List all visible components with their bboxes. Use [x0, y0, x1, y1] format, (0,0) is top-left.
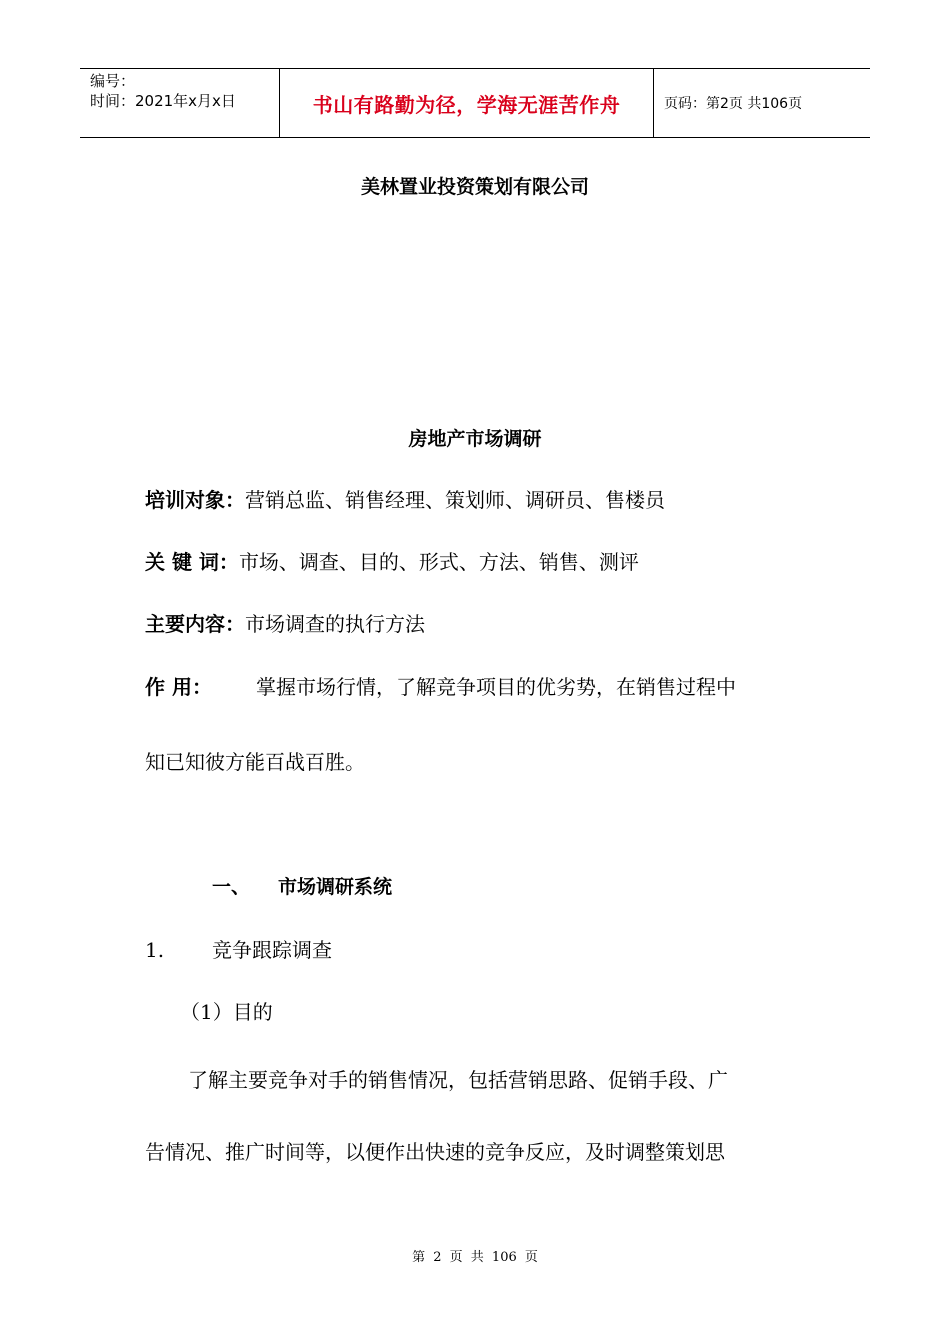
keywords-label: 关 键 词： — [145, 550, 239, 574]
header-meta — [80, 69, 280, 137]
paragraph-line-2: 告情况、推广时间等，以便作出快速的竞争反应，及时调整策划思 — [145, 1140, 725, 1164]
audience-value: 营销总监、销售经理、策划师、调研员、售楼员 — [245, 488, 665, 512]
effect-value: 掌握市场行情，了解竞争项目的优劣势，在销售过程中 — [256, 675, 736, 699]
section-title: 市场调研系统 — [278, 876, 393, 898]
effect-continuation: 知已知彼方能百战百胜。 — [145, 750, 365, 774]
section-number: 一、 — [212, 876, 251, 898]
serial-label: 编号： — [90, 72, 136, 90]
item-number: 1. — [145, 938, 165, 962]
sub-item: （1）目的 — [180, 1000, 273, 1024]
header-motto: 书山有路勤为径，学海无涯苦作舟 — [280, 69, 654, 137]
item-title: 竞争跟踪调查 — [212, 938, 332, 962]
effect-line — [145, 671, 736, 700]
time-label: 时间：2021年x月x日 — [90, 92, 236, 110]
section-heading — [212, 872, 392, 899]
header-page-code: 页码：第2页 共106页 — [664, 96, 803, 112]
item-heading — [145, 934, 332, 963]
effect-label: 作 用： — [145, 675, 212, 699]
keywords-value: 市场、调查、目的、形式、方法、销售、测评 — [238, 550, 639, 574]
content-line — [145, 608, 425, 637]
audience-label: 培训对象： — [145, 488, 245, 512]
content-value: 市场调查的执行方法 — [245, 612, 425, 636]
paragraph-line-1: 了解主要竞争对手的销售情况，包括营销思路、促销手段、广 — [188, 1068, 728, 1092]
page-header — [80, 68, 870, 138]
keywords-line — [145, 546, 639, 575]
page-footer: 第 2 页 共 106 页 — [412, 1250, 538, 1265]
document-title: 房地产市场调研 — [408, 428, 542, 450]
company-name: 美林置业投资策划有限公司 — [360, 176, 589, 198]
content-label: 主要内容： — [145, 612, 245, 636]
audience-line — [145, 484, 665, 513]
